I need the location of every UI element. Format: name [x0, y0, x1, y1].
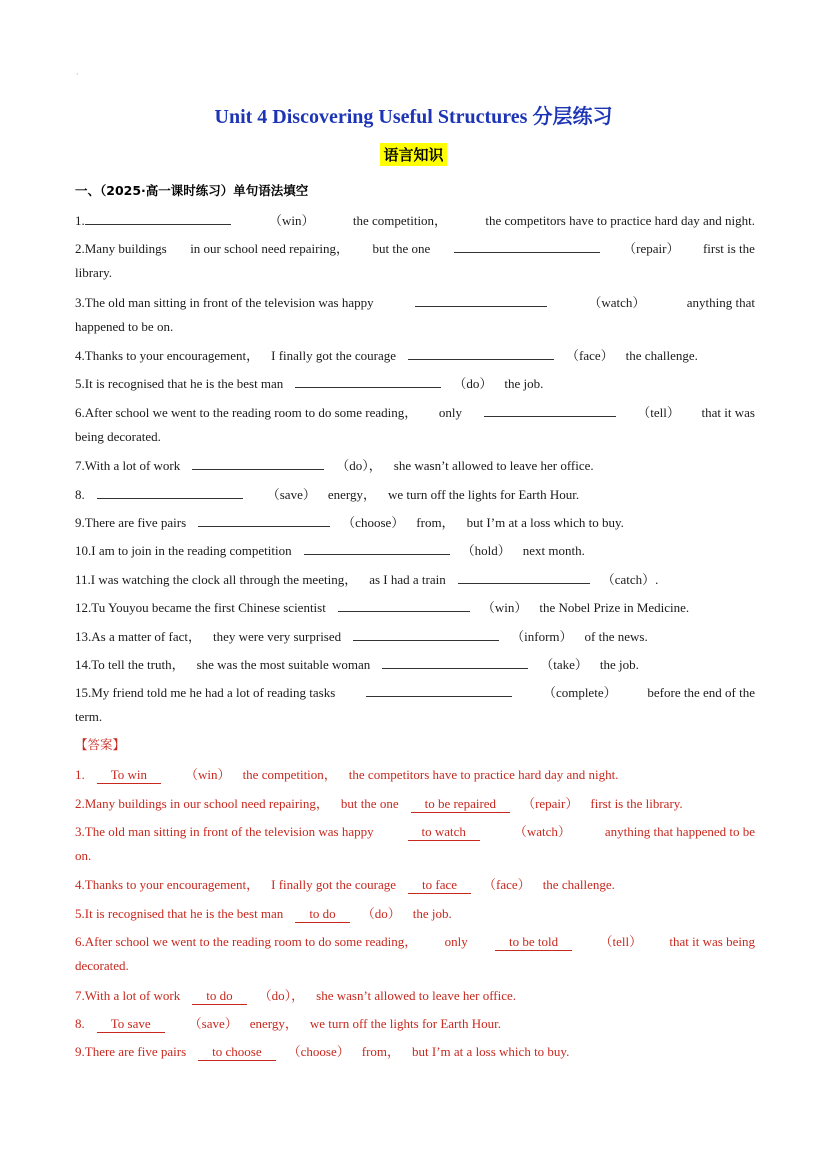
answer-5: 5.It is recognised that he is the best man to do （do） the job. — [75, 906, 452, 921]
answer-heading: 【答案】 — [75, 737, 126, 752]
question-12: 12.Tu Youyou became the first Chinese scientist （win） the Nobel Prize in Medicine. — [75, 600, 690, 615]
question-15: 15.My friend told me he had a lot of reading tasks （complete） before the end of the — [75, 685, 755, 700]
answer-9: 9.There are five pairs to choose （choose） from， but I’m at a loss which to buy. — [75, 1044, 570, 1059]
section-label: 语言知识 — [380, 143, 446, 166]
answer-text: To win — [97, 767, 161, 784]
question-10: 10.I am to join in the reading competition （hold） next month. — [75, 543, 585, 558]
answer-text: to face — [408, 877, 471, 894]
answer-2: 2.Many buildings in our school need repairing， but the one to be repaired （repair） first is the library. — [75, 796, 683, 811]
question-3-continued: happened to be on. — [75, 319, 174, 334]
answer-blank[interactable] — [85, 212, 231, 225]
answer-blank[interactable] — [97, 486, 243, 499]
question-1: 1. （win） the competition， the competitors have to practice hard day and night. — [75, 213, 755, 228]
question-2: 2.Many buildings in our school need repairing， but the one （repair） first is the — [75, 241, 755, 256]
answer-text: to choose — [198, 1044, 275, 1061]
answer-6: 6.After school we went to the reading room to do some reading， only to be told （tell） that it was being — [75, 934, 755, 949]
question-15-continued: term. — [75, 709, 103, 724]
question-6-continued: being decorated. — [75, 429, 161, 444]
answer-blank[interactable] — [295, 375, 441, 388]
answer-blank[interactable] — [366, 684, 512, 697]
answer-blank[interactable] — [198, 514, 330, 527]
page-marker: · — [76, 70, 79, 79]
answer-blank[interactable] — [484, 404, 616, 417]
answer-blank[interactable] — [338, 599, 470, 612]
answer-blank[interactable] — [353, 628, 499, 641]
page-title: Unit 4 Discovering Useful Structures 分层练习 — [214, 106, 613, 128]
question-4: 4.Thanks to your encouragement， I finally got the courage （face） the challenge. — [75, 348, 698, 363]
answer-blank[interactable] — [304, 542, 450, 555]
answer-blank[interactable] — [192, 457, 324, 470]
answer-text: to watch — [408, 824, 480, 841]
answer-6-continued: decorated. — [75, 958, 129, 973]
question-5: 5.It is recognised that he is the best man （do） the job. — [75, 376, 544, 391]
exercise-heading: 一、（2025·高一课时练习）单句语法填空 — [75, 183, 309, 198]
question-3: 3.The old man sitting in front of the television was happy （watch） anything that — [75, 295, 755, 310]
answer-3: 3.The old man sitting in front of the television was happy to watch （watch） anything that happened to be — [75, 824, 755, 839]
answer-blank[interactable] — [382, 656, 528, 669]
question-6: 6.After school we went to the reading room to do some reading， only （tell） that it was — [75, 405, 755, 420]
answer-text: To save — [97, 1016, 165, 1033]
answer-1: 1. To win （win） the competition， the competitors have to practice hard day and night. — [75, 767, 619, 782]
answer-8: 8. To save （save） energy， we turn off the lights for Earth Hour. — [75, 1016, 501, 1031]
answer-3-continued: on. — [75, 848, 92, 863]
question-7: 7.With a lot of work （do）， she wasn’t allowed to leave her office. — [75, 458, 594, 473]
answer-text: to do — [295, 906, 349, 923]
question-14: 14.To tell the truth， she was the most suitable woman （take） the job. — [75, 657, 639, 672]
answer-7: 7.With a lot of work to do （do）， she wasn’t allowed to leave her office. — [75, 988, 517, 1003]
answer-text: to do — [192, 988, 246, 1005]
question-9: 9.There are five pairs （choose） from， but I’m at a loss which to buy. — [75, 515, 624, 530]
answer-4: 4.Thanks to your encouragement， I finally got the courage to face （face） the challenge. — [75, 877, 615, 892]
answer-text: to be repaired — [411, 796, 510, 813]
answer-text: to be told — [495, 934, 572, 951]
answer-blank[interactable] — [415, 294, 547, 307]
answer-blank[interactable] — [454, 240, 600, 253]
question-8: 8. （save） energy， we turn off the lights for Earth Hour. — [75, 487, 580, 502]
answer-blank[interactable] — [458, 571, 590, 584]
question-2-continued: library. — [75, 265, 113, 280]
question-13: 13.As a matter of fact， they were very surprised （inform） of the news. — [75, 629, 648, 644]
question-11: 11.I was watching the clock all through the meeting， as I had a train （catch）. — [75, 572, 659, 587]
answer-blank[interactable] — [408, 347, 554, 360]
